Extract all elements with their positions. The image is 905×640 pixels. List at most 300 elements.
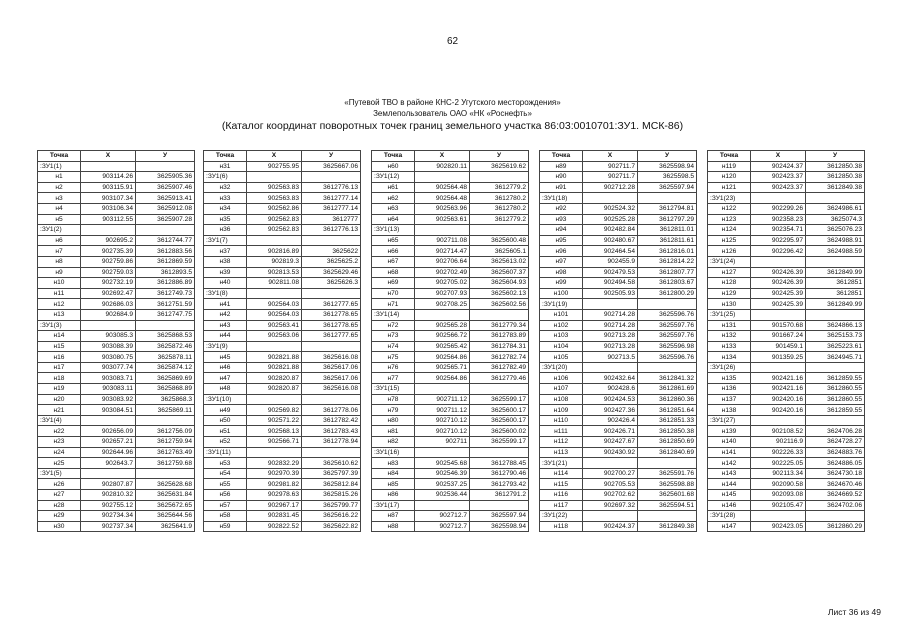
point-cell: :ЗУ1(1): [38, 161, 81, 172]
point-cell: :ЗУ1(22): [540, 511, 583, 522]
table-row: [540, 352, 697, 363]
y-cell: 3625598.5: [638, 172, 697, 183]
table-row: [204, 437, 361, 448]
point-cell: н67: [372, 256, 415, 267]
point-cell: :ЗУ1(18): [540, 193, 583, 204]
point-cell: :ЗУ1(13): [372, 225, 415, 236]
table-row: [372, 246, 529, 257]
table-row: [38, 405, 195, 416]
x-cell: 902759.86: [81, 256, 136, 267]
x-cell: 903114.26: [81, 172, 136, 183]
table-row: [708, 490, 865, 501]
x-cell: 902420.16: [751, 405, 806, 416]
point-cell: н85: [372, 479, 415, 490]
table-row: [540, 415, 697, 426]
x-cell: 902524.32: [583, 203, 638, 214]
x-cell: 902711.12: [415, 394, 470, 405]
point-cell: :ЗУ1(10): [204, 394, 247, 405]
table-row: [540, 172, 697, 183]
y-cell: 3624988.91: [806, 235, 865, 246]
table-row: [204, 521, 361, 532]
table-row: [708, 278, 865, 289]
parcel-group-row: [540, 362, 697, 373]
y-cell: 3612776.13: [302, 182, 361, 193]
table-row: [38, 267, 195, 278]
point-cell: н114: [540, 468, 583, 479]
x-cell: 902464.54: [583, 246, 638, 257]
x-cell: 902831.45: [247, 511, 302, 522]
y-cell: 3612850.38: [638, 426, 697, 437]
point-cell: н9: [38, 267, 81, 278]
point-cell: н20: [38, 394, 81, 405]
y-cell: 3625812.84: [302, 479, 361, 490]
y-cell: 3612800.29: [638, 288, 697, 299]
point-cell: н76: [372, 362, 415, 373]
y-cell: 3625607.37: [470, 267, 529, 278]
point-cell: :ЗУ1(14): [372, 309, 415, 320]
y-cell: 3625868.89: [136, 384, 195, 395]
x-cell: [81, 225, 136, 236]
table-row: [38, 299, 195, 310]
y-cell: 3612860.55: [806, 394, 865, 405]
table-row: [204, 193, 361, 204]
header-x: X: [247, 151, 302, 162]
point-cell: н41: [204, 299, 247, 310]
y-cell: 3625617.06: [302, 362, 361, 373]
y-cell: 3612851: [806, 278, 865, 289]
point-cell: :ЗУ1(3): [38, 320, 81, 331]
x-cell: 902821.88: [247, 352, 302, 363]
y-cell: 3625600.17: [470, 405, 529, 416]
y-cell: 3612860.55: [806, 384, 865, 395]
point-cell: :ЗУ1(7): [204, 235, 247, 246]
title-line-3: (Каталог координат поворотных точек границ земельного участка 86:03:0010701:ЗУ1. МСК-86): [221, 120, 684, 132]
table-header-row: [38, 151, 195, 162]
table-row: [372, 193, 529, 204]
y-cell: 3625797.39: [302, 468, 361, 479]
x-cell: [751, 309, 806, 320]
x-cell: [247, 288, 302, 299]
point-cell: н86: [372, 490, 415, 501]
table-row: [540, 161, 697, 172]
point-cell: н79: [372, 405, 415, 416]
x-cell: 902423.37: [751, 182, 806, 193]
point-cell: н3: [38, 193, 81, 204]
y-cell: 3612783.89: [470, 331, 529, 342]
y-cell: 3624706.28: [806, 426, 865, 437]
table-row: [204, 182, 361, 193]
x-cell: 902425.39: [751, 299, 806, 310]
y-cell: 3612788.45: [470, 458, 529, 469]
x-cell: 902116.9: [751, 437, 806, 448]
y-cell: 3612797.29: [638, 214, 697, 225]
table-row: [204, 331, 361, 342]
table-header-row: [540, 151, 697, 162]
table-row: [372, 161, 529, 172]
point-cell: н65: [372, 235, 415, 246]
point-cell: н129: [708, 288, 751, 299]
point-cell: н120: [708, 172, 751, 183]
x-cell: 902563.06: [247, 331, 302, 342]
x-cell: 902564.48: [415, 193, 470, 204]
x-cell: 902695.2: [81, 235, 136, 246]
x-cell: 902421.16: [751, 384, 806, 395]
y-cell: 3612850.69: [638, 437, 697, 448]
point-cell: н145: [708, 490, 751, 501]
table-row: [38, 490, 195, 501]
x-cell: 902737.34: [81, 521, 136, 532]
point-cell: н37: [204, 246, 247, 257]
point-cell: н109: [540, 405, 583, 416]
x-cell: 902566.72: [415, 331, 470, 342]
y-cell: 3625596.76: [638, 309, 697, 320]
point-cell: н63: [372, 203, 415, 214]
y-cell: [136, 468, 195, 479]
x-cell: 902562.86: [247, 203, 302, 214]
y-cell: 3625594.51: [638, 500, 697, 511]
table-row: [708, 214, 865, 225]
point-cell: н105: [540, 352, 583, 363]
y-cell: 3625616.22: [302, 511, 361, 522]
y-cell: 3625907.46: [136, 182, 195, 193]
y-cell: 3625616.08: [302, 352, 361, 363]
coord-table-5: [707, 150, 865, 532]
table-row: [708, 384, 865, 395]
table-row: [372, 320, 529, 331]
x-cell: [415, 225, 470, 236]
x-cell: 902702.62: [583, 490, 638, 501]
x-cell: 902426.39: [751, 267, 806, 278]
x-cell: 902820.11: [415, 161, 470, 172]
point-cell: н18: [38, 373, 81, 384]
table-row: [708, 172, 865, 183]
point-cell: н16: [38, 352, 81, 363]
table-row: [38, 246, 195, 257]
x-cell: 902981.82: [247, 479, 302, 490]
header-x: X: [751, 151, 806, 162]
point-cell: н74: [372, 341, 415, 352]
table-row: [204, 373, 361, 384]
x-cell: 902564.86: [415, 352, 470, 363]
x-cell: 902822.52: [247, 521, 302, 532]
table-row: [38, 203, 195, 214]
point-cell: н132: [708, 331, 751, 342]
table-row: [372, 288, 529, 299]
x-cell: 902686.03: [81, 299, 136, 310]
point-cell: :ЗУ1(19): [540, 299, 583, 310]
y-cell: 3625799.77: [302, 500, 361, 511]
y-cell: 3625598.94: [470, 521, 529, 532]
header-x: X: [81, 151, 136, 162]
table-row: [372, 299, 529, 310]
y-cell: 3625600.02: [470, 426, 529, 437]
table-row: [708, 161, 865, 172]
y-cell: 3625619.62: [470, 161, 529, 172]
x-cell: 902423.37: [751, 172, 806, 183]
x-cell: [247, 172, 302, 183]
y-cell: [470, 225, 529, 236]
y-cell: 3612851: [806, 288, 865, 299]
x-cell: 902712.7: [415, 511, 470, 522]
header-y: У: [136, 151, 195, 162]
table-row: [38, 384, 195, 395]
y-cell: 3625600.48: [470, 235, 529, 246]
point-cell: н80: [372, 415, 415, 426]
point-cell: н1: [38, 172, 81, 183]
table-row: [708, 373, 865, 384]
x-cell: 902090.58: [751, 479, 806, 490]
table-row: [372, 341, 529, 352]
point-cell: н143: [708, 468, 751, 479]
y-cell: 3625596.98: [638, 341, 697, 352]
table-row: [38, 331, 195, 342]
x-cell: [751, 362, 806, 373]
table-row: [540, 288, 697, 299]
y-cell: 3612840.69: [638, 447, 697, 458]
x-cell: 902420.16: [751, 394, 806, 405]
y-cell: 3612886.89: [136, 278, 195, 289]
point-cell: н101: [540, 309, 583, 320]
y-cell: [470, 384, 529, 395]
point-cell: н111: [540, 426, 583, 437]
x-cell: 902820.87: [247, 373, 302, 384]
parcel-group-row: [372, 447, 529, 458]
table-row: [204, 161, 361, 172]
point-cell: н146: [708, 500, 751, 511]
x-cell: [583, 511, 638, 522]
y-cell: 3625667.06: [302, 161, 361, 172]
y-cell: 3612851.33: [638, 415, 697, 426]
table-row: [708, 479, 865, 490]
table-row: [38, 256, 195, 267]
x-cell: 901667.24: [751, 331, 806, 342]
header-point: Точка: [38, 151, 81, 162]
table-row: [204, 352, 361, 363]
x-cell: 902494.58: [583, 278, 638, 289]
x-cell: [415, 500, 470, 511]
y-cell: 3625601.68: [638, 490, 697, 501]
y-cell: [806, 362, 865, 373]
table-row: [372, 267, 529, 278]
x-cell: 902712.7: [415, 521, 470, 532]
point-cell: н81: [372, 426, 415, 437]
table-row: [38, 362, 195, 373]
y-cell: 3612791.2: [470, 490, 529, 501]
y-cell: 3625625.2: [302, 256, 361, 267]
x-cell: 902644.96: [81, 447, 136, 458]
x-cell: 902734.34: [81, 511, 136, 522]
point-cell: н11: [38, 288, 81, 299]
point-cell: н50: [204, 415, 247, 426]
table-row: [540, 267, 697, 278]
point-cell: н124: [708, 225, 751, 236]
point-cell: :ЗУ1(25): [708, 309, 751, 320]
y-cell: 3625600.17: [470, 415, 529, 426]
table-row: [372, 458, 529, 469]
x-cell: [751, 511, 806, 522]
x-cell: 902563.83: [247, 182, 302, 193]
y-cell: [302, 288, 361, 299]
x-cell: 902643.7: [81, 458, 136, 469]
point-cell: :ЗУ1(15): [372, 384, 415, 395]
table-row: [38, 172, 195, 183]
x-cell: [247, 235, 302, 246]
y-cell: 3612777.14: [302, 203, 361, 214]
point-cell: н17: [38, 362, 81, 373]
table-row: [708, 341, 865, 352]
point-cell: :ЗУ1(8): [204, 288, 247, 299]
point-cell: н110: [540, 415, 583, 426]
table-row: [372, 331, 529, 342]
y-cell: 3625605.1: [470, 246, 529, 257]
x-cell: 902755.12: [81, 500, 136, 511]
x-cell: [415, 447, 470, 458]
y-cell: [470, 447, 529, 458]
table-row: [204, 511, 361, 522]
table-row: [38, 447, 195, 458]
point-cell: н72: [372, 320, 415, 331]
y-cell: [638, 511, 697, 522]
point-cell: н115: [540, 479, 583, 490]
point-cell: н103: [540, 331, 583, 342]
point-cell: н15: [38, 341, 81, 352]
point-cell: н130: [708, 299, 751, 310]
table-row: [204, 479, 361, 490]
table-row: [38, 521, 195, 532]
y-cell: 3612807.77: [638, 267, 697, 278]
y-cell: 3625907.28: [136, 214, 195, 225]
table-row: [372, 405, 529, 416]
y-cell: 3624883.76: [806, 447, 865, 458]
parcel-group-row: [372, 500, 529, 511]
x-cell: 902710.12: [415, 426, 470, 437]
y-cell: 3612778.65: [302, 309, 361, 320]
x-cell: 902713.5: [583, 352, 638, 363]
y-cell: 3612756.09: [136, 426, 195, 437]
y-cell: 3612782.42: [302, 415, 361, 426]
x-cell: 902299.26: [751, 203, 806, 214]
parcel-group-row: [38, 161, 195, 172]
point-cell: н75: [372, 352, 415, 363]
y-cell: 3625912.08: [136, 203, 195, 214]
x-cell: [583, 299, 638, 310]
parcel-group-row: [708, 362, 865, 373]
point-cell: н83: [372, 458, 415, 469]
y-cell: 3612780.2: [470, 203, 529, 214]
x-cell: [415, 309, 470, 320]
x-cell: 902713.28: [583, 341, 638, 352]
parcel-group-row: [708, 256, 865, 267]
y-cell: 3625644.56: [136, 511, 195, 522]
point-cell: н23: [38, 437, 81, 448]
table-row: [708, 447, 865, 458]
y-cell: 3612778.94: [302, 437, 361, 448]
table-row: [204, 490, 361, 501]
x-cell: 902705.02: [415, 278, 470, 289]
y-cell: 3612779.34: [470, 320, 529, 331]
point-cell: н135: [708, 373, 751, 384]
parcel-group-row: [38, 415, 195, 426]
y-cell: [638, 458, 697, 469]
table-header-row: [372, 151, 529, 162]
table-header-row: [204, 151, 361, 162]
table-row: [708, 500, 865, 511]
y-cell: 3625223.61: [806, 341, 865, 352]
y-cell: [136, 161, 195, 172]
coord-table-2: [203, 150, 361, 532]
y-cell: 3612747.75: [136, 309, 195, 320]
x-cell: 903085.3: [81, 331, 136, 342]
point-cell: н93: [540, 214, 583, 225]
x-cell: [751, 193, 806, 204]
table-row: [372, 426, 529, 437]
y-cell: 3612859.55: [806, 373, 865, 384]
table-row: [204, 299, 361, 310]
x-cell: 902832.29: [247, 458, 302, 469]
point-cell: н113: [540, 447, 583, 458]
point-cell: н51: [204, 426, 247, 437]
table-row: [540, 437, 697, 448]
table-row: [38, 437, 195, 448]
table-row: [708, 352, 865, 363]
x-cell: 902537.25: [415, 479, 470, 490]
table-row: [708, 288, 865, 299]
table-row: [372, 373, 529, 384]
x-cell: 903106.34: [81, 203, 136, 214]
x-cell: [751, 256, 806, 267]
table-row: [708, 299, 865, 310]
x-cell: 902480.67: [583, 235, 638, 246]
header-point: Точка: [372, 151, 415, 162]
point-cell: н36: [204, 225, 247, 236]
x-cell: 902295.97: [751, 235, 806, 246]
table-row: [540, 246, 697, 257]
point-cell: н25: [38, 458, 81, 469]
y-cell: 3624945.71: [806, 352, 865, 363]
x-cell: 902424.37: [583, 521, 638, 532]
table-row: [38, 278, 195, 289]
y-cell: 3612849.99: [806, 267, 865, 278]
y-cell: [136, 225, 195, 236]
point-cell: н121: [708, 182, 751, 193]
y-cell: 3612850.38: [806, 172, 865, 183]
y-cell: [806, 256, 865, 267]
table-row: [540, 309, 697, 320]
table-row: [204, 415, 361, 426]
y-cell: 3625869.69: [136, 373, 195, 384]
y-cell: [638, 299, 697, 310]
table-row: [38, 458, 195, 469]
table-row: [372, 437, 529, 448]
y-cell: [302, 447, 361, 458]
point-cell: н22: [38, 426, 81, 437]
y-cell: 3625596.76: [638, 352, 697, 363]
table-row: [708, 225, 865, 236]
table-row: [540, 521, 697, 532]
parcel-group-row: [204, 447, 361, 458]
point-cell: н99: [540, 278, 583, 289]
y-cell: 3625153.73: [806, 331, 865, 342]
y-cell: 3625598.94: [638, 161, 697, 172]
table-row: [204, 320, 361, 331]
table-row: [540, 394, 697, 405]
y-cell: 3612849.99: [806, 299, 865, 310]
x-cell: 902562.83: [247, 214, 302, 225]
table-row: [540, 373, 697, 384]
x-cell: [583, 362, 638, 373]
y-cell: 3625868.53: [136, 331, 195, 342]
y-cell: 3625610.62: [302, 458, 361, 469]
